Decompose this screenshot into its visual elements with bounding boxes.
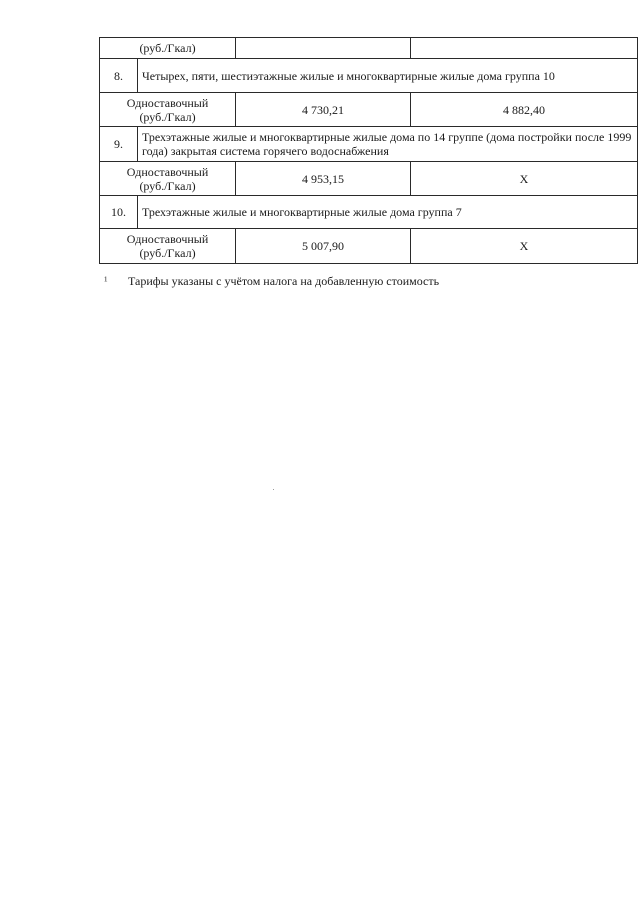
footnote	[104, 274, 439, 289]
tariff-value-2: 4 882,40	[411, 93, 638, 127]
table-row-tariff	[100, 93, 638, 127]
tariff-unit: (руб./Гкал)	[139, 178, 196, 193]
value-cell-2	[411, 38, 638, 59]
tariff-label: Одноставочный	[126, 164, 209, 179]
tariff-label: Одноставочный	[126, 95, 209, 110]
table-row-continued	[100, 38, 638, 59]
footnote-marker: ¹	[104, 274, 108, 288]
tariff-table	[99, 37, 638, 264]
table-row-group-header	[100, 59, 638, 93]
tariff-label: Одноставочный	[126, 232, 209, 246]
table-row-group-header	[100, 196, 638, 229]
group-description: Четырех, пяти, шестиэтажные жилые и многоквартирные жилые дома группа 10	[138, 59, 638, 93]
table-row-tariff	[100, 162, 638, 196]
table-row-tariff	[100, 229, 638, 264]
tariff-unit-cell	[100, 38, 236, 59]
tariff-value-1: 4 953,15	[236, 162, 411, 196]
footnote-text: Тарифы указаны с учётом налога на добавленную стоимость	[128, 274, 440, 288]
row-number: 9.	[100, 127, 138, 162]
scan-speck	[273, 489, 274, 490]
row-number: 10.	[100, 196, 138, 229]
tariff-label-cell	[100, 93, 236, 127]
value-cell-1	[236, 38, 411, 59]
group-description: Трехэтажные жилые и многоквартирные жилые дома по 14 группе (дома постройки после 1999 года) закрытая система горячего водоснабжения	[138, 127, 638, 162]
tariff-value-2: Х	[411, 229, 638, 264]
tariff-value-2: Х	[411, 162, 638, 196]
tariff-value-1: 4 730,21	[236, 93, 411, 127]
group-description: Трехэтажные жилые и многоквартирные жилые дома группа 7	[138, 196, 638, 229]
tariff-unit: (руб./Гкал)	[139, 41, 196, 55]
tariff-value-1: 5 007,90	[236, 229, 411, 264]
table-row-group-header	[100, 127, 638, 162]
tariff-unit: (руб./Гкал)	[139, 246, 196, 260]
tariff-unit: (руб./Гкал)	[139, 109, 196, 124]
tariff-label-cell	[100, 229, 236, 264]
tariff-label-cell	[100, 162, 236, 196]
row-number: 8.	[100, 59, 138, 93]
